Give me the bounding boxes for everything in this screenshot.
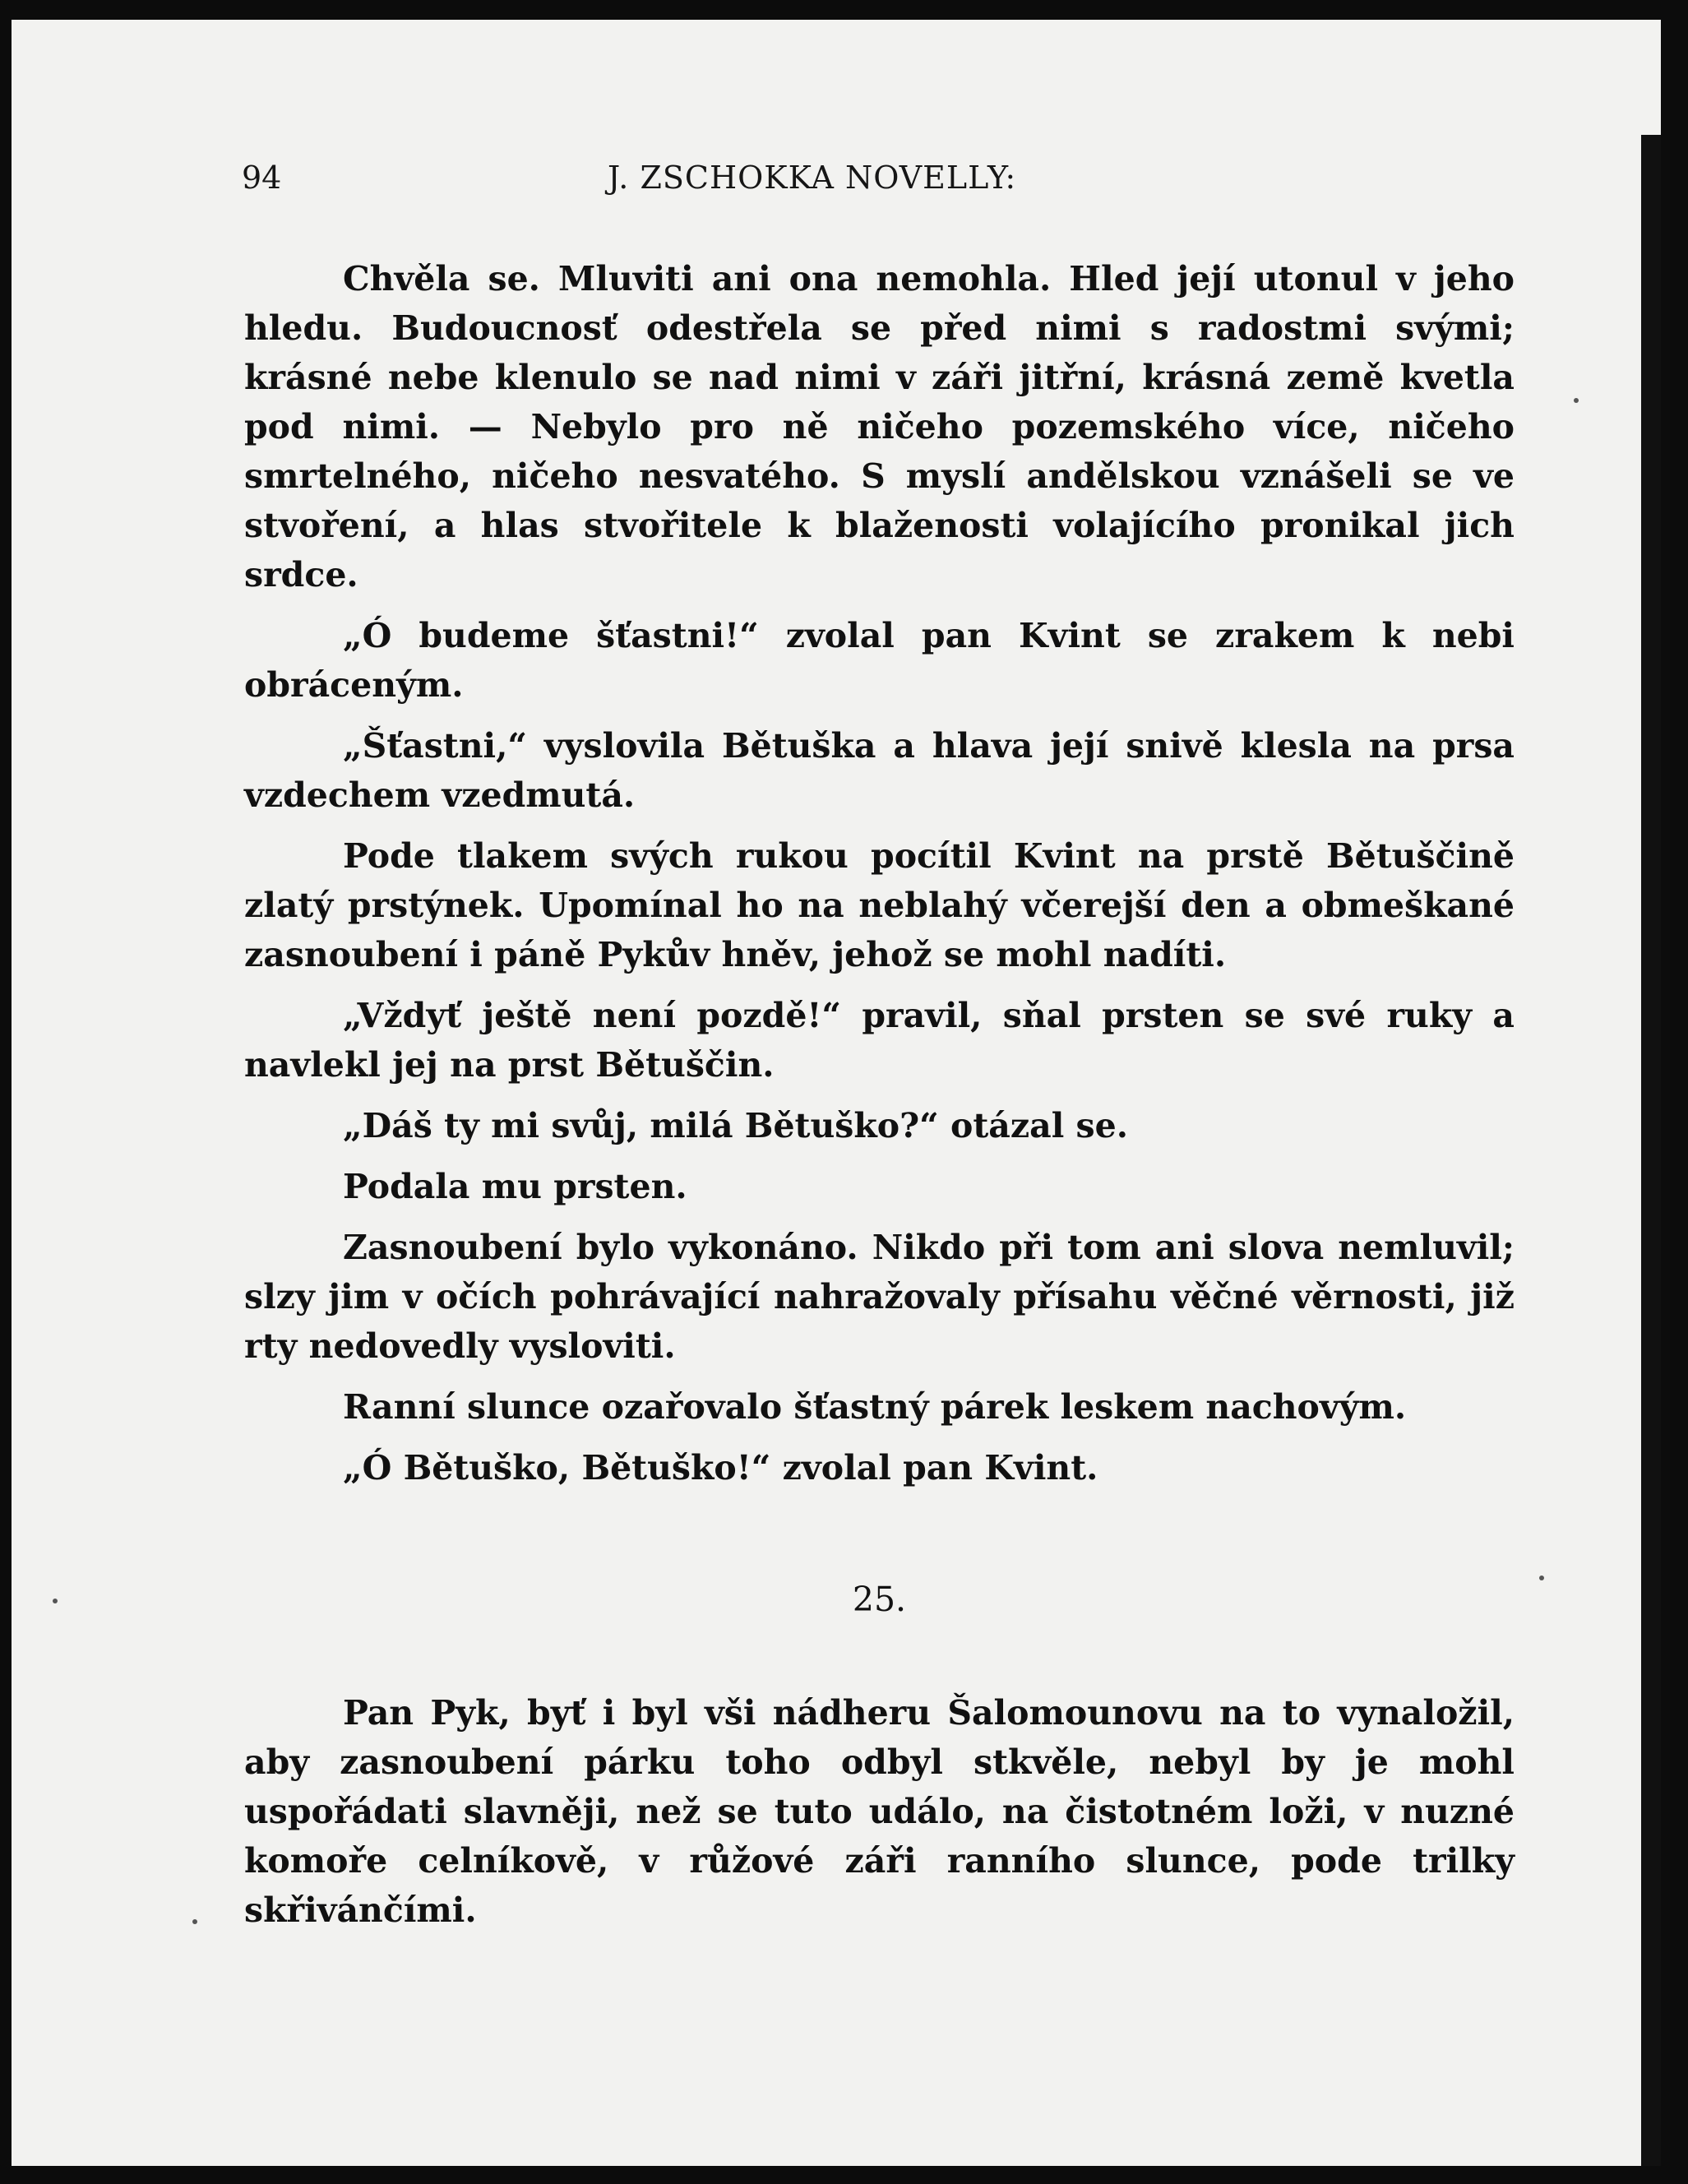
running-title: J. ZSCHOKKA NOVELLY: [608, 160, 1017, 196]
paragraph: Zasnoubení bylo vykonáno. Nikdo při tom ani slova nemluvil; slzy jim v očích pohrávající nahražovaly přísahu věčné věrnosti, již rty nedovedly vysloviti. [244, 1228, 1515, 1366]
paper-speck [1539, 1576, 1544, 1580]
paragraph: Pan Pyk, byť i byl vši nádheru Šalomounovu na to vynaložil, aby zasnoubení párku toho odbyl stkvěle, nebyl by je mohl uspořádati slavněji, než se tuto událo, na čistotném loži, v nuzné komoře celníkově, v růžové záři ranního slunce, pode trilky skřivánčími. [244, 1693, 1515, 1930]
section-number: 25. [852, 1580, 907, 1619]
paragraph: „Dáš ty mi svůj, milá Bětuško?“ otázal se. [343, 1106, 1128, 1145]
paragraph: Pode tlakem svých rukou pocítil Kvint na prstě Bětuščině zlatý prstýnek. Upomínal ho na neblahý včerejší den a obmeškané zasnoubení i páně Pykův hněv, jehož se mohl nadíti. [244, 836, 1515, 974]
paper-speck [53, 1599, 58, 1603]
page-number: 94 [242, 160, 282, 196]
paragraph: Podala mu prsten. [343, 1167, 687, 1206]
body-text [244, 254, 1515, 1946]
paper-speck [192, 1919, 197, 1924]
paragraph: „Ó budeme šťastni!“ zvolal pan Kvint se zrakem k nebi obráceným. [244, 616, 1515, 705]
paragraph: Ranní slunce ozařovalo šťastný párek leskem nachovým. [343, 1387, 1407, 1427]
page-header [12, 160, 1661, 201]
paper-speck [1574, 398, 1579, 403]
book-page [12, 20, 1661, 2166]
paragraph: Chvěla se. Mluviti ani ona nemohla. Hled její utonul v jeho hledu. Budoucnosť odestřela se před nimi s radostmi svými; krásné nebe klenulo se nad nimi v záři jitřní, krásná země kvetla pod nimi. — Nebylo pro ně ničeho pozemského více, ničeho smrtelného, ničeho nesvatého. S myslí andělskou vznášeli se ve stvoření, a hlas stvořitele k blaženosti volajícího pronikal jich srdce. [244, 259, 1515, 595]
page-edge-shadow [1641, 135, 1661, 2166]
paragraph: „Šťastni,“ vyslovila Bětuška a hlava její snivě klesla na prsa vzdechem vzedmutá. [244, 726, 1515, 815]
paragraph: „Vždyť ještě není pozdě!“ pravil, sňal prsten se své ruky a navlekl jej na prst Bětuščin. [244, 996, 1515, 1085]
paragraph: „Ó Bětuško, Bětuško!“ zvolal pan Kvint. [343, 1448, 1098, 1488]
